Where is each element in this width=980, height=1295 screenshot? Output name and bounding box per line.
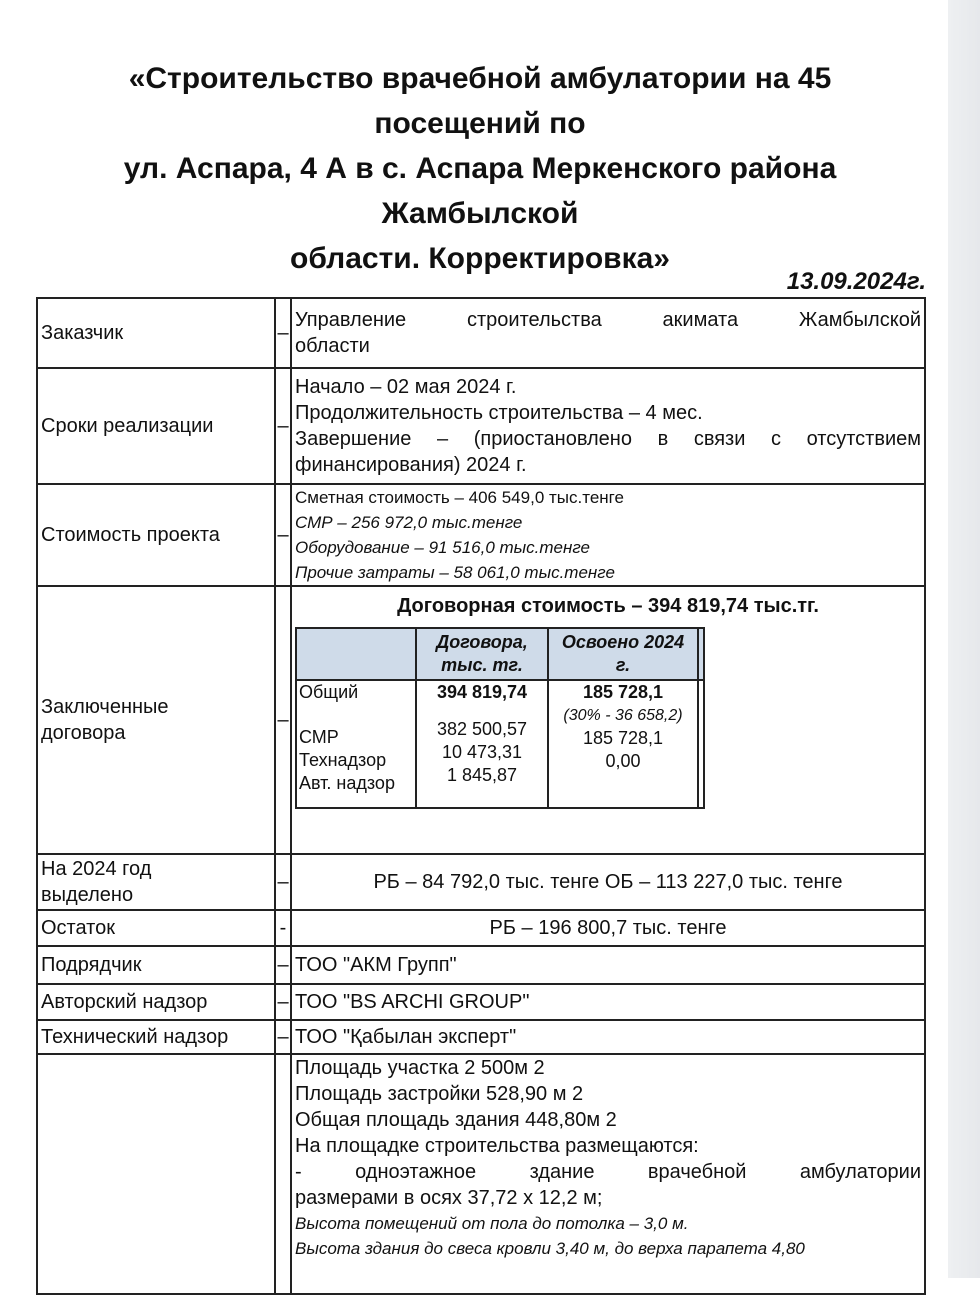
title-line: области. Корректировка» <box>290 242 670 275</box>
areas-line: - одноэтажное здание врачебной амбулатории <box>295 1161 921 1183</box>
value-terms <box>291 368 925 484</box>
row-allocated <box>37 854 925 910</box>
separator: – <box>275 854 291 910</box>
window-edge <box>948 0 980 1278</box>
item-label-tech: Технадзор <box>299 750 387 770</box>
mastered-percent-note: (30% - 36 658,2) <box>563 707 683 724</box>
separator <box>275 1054 291 1294</box>
separator: – <box>275 368 291 484</box>
document-date: 13.09.2024г. <box>786 268 926 295</box>
col-contracts: Договора, тыс. тг. <box>416 628 548 680</box>
row-terms <box>37 368 925 484</box>
value-customer <box>291 298 925 368</box>
areas-line: Площадь застройки 528,90 м 2 <box>295 1083 584 1105</box>
separator: – <box>275 484 291 586</box>
label-cost: Стоимость проекта <box>37 484 275 586</box>
label-remainder: Остаток <box>37 910 275 946</box>
value-total: 394 819,74 <box>436 682 528 702</box>
areas-line: Общая площадь здания 448,80м 2 <box>295 1109 617 1131</box>
row-cost <box>37 484 925 586</box>
row-contractor <box>37 946 925 984</box>
label-areas <box>37 1054 275 1294</box>
value-author: 1 845,87 <box>446 765 518 785</box>
areas-italic-line: Высота здания до свеса кровли 3,40 м, до верха парапета 4,80 <box>295 1239 805 1258</box>
allocated-label-line: выделено <box>41 884 134 906</box>
row-contracts <box>37 586 925 854</box>
value-tech: 10 473,31 <box>441 742 523 762</box>
cost-line: Оборудование – 91 516,0 тыс.тенге <box>295 538 591 557</box>
subtable-mastered-values <box>548 680 698 808</box>
value-contracts <box>291 586 925 854</box>
title-line: ул. Аспара, 4 А в с. Аспара Меркенского района <box>123 152 837 185</box>
label-tech-supervision: Технический надзор <box>37 1020 275 1054</box>
title-line: посещений по <box>374 107 586 140</box>
areas-line: На площадке строительства размещаются: <box>295 1135 699 1157</box>
label-contracts <box>37 586 275 854</box>
separator: - <box>275 910 291 946</box>
subtable-corner <box>296 628 416 680</box>
title-line: «Строительство врачебной амбулатории на 45 <box>128 62 832 95</box>
label-contractor: Подрядчик <box>37 946 275 984</box>
value-author-supervision: ТОО "BS ARCHI GROUP" <box>291 984 925 1020</box>
cost-line: СМР – 256 972,0 тыс.тенге <box>295 513 523 532</box>
separator: – <box>275 946 291 984</box>
customer-line: Управление строительства акимата Жамбылской <box>295 309 921 331</box>
row-customer <box>37 298 925 368</box>
item-label-smr: СМР <box>299 727 339 747</box>
contract-value-heading: Договорная стоимость – 394 819,74 тыс.тг. <box>397 595 819 617</box>
contracts-subtable <box>295 627 705 809</box>
cost-line: Прочие затраты – 58 061,0 тыс.тенге <box>295 563 615 582</box>
title-line: Жамбылской <box>381 197 579 230</box>
item-label-author: Авт. надзор <box>299 773 395 793</box>
row-author-supervision <box>37 984 925 1020</box>
project-info-table <box>36 297 926 1295</box>
label-author-supervision: Авторский надзор <box>37 984 275 1020</box>
col-mastered: Освоено 2024 г. <box>548 628 698 680</box>
subtable-labels <box>296 680 416 808</box>
separator: – <box>275 984 291 1020</box>
separator: – <box>275 586 291 854</box>
label-terms: Сроки реализации <box>37 368 275 484</box>
cost-line: Сметная стоимость – 406 549,0 тыс.тенге <box>295 488 624 507</box>
row-areas <box>37 1054 925 1294</box>
label-allocated <box>37 854 275 910</box>
value-contractor: ТОО "АКМ Групп" <box>291 946 925 984</box>
value-cost <box>291 484 925 586</box>
item-label-total: Общий <box>299 682 359 702</box>
separator: – <box>275 1020 291 1054</box>
terms-line: Начало – 02 мая 2024 г. <box>295 376 517 398</box>
customer-line: области <box>295 335 370 357</box>
row-remainder <box>37 910 925 946</box>
terms-line: финансирования) 2024 г. <box>295 454 527 476</box>
contracts-label-line: договора <box>41 722 126 744</box>
subtable-edge <box>698 628 704 680</box>
terms-line: Продолжительность строительства – 4 мес. <box>295 402 703 424</box>
separator: – <box>275 298 291 368</box>
value-smr: 382 500,57 <box>436 719 528 739</box>
allocated-label-line: На 2024 год <box>41 858 152 880</box>
value-remainder: РБ – 196 800,7 тыс. тенге <box>291 910 925 946</box>
mastered-tech: 0,00 <box>605 751 641 771</box>
value-areas <box>291 1054 925 1294</box>
value-tech-supervision: ТОО "Қабылан эксперт" <box>291 1020 925 1054</box>
row-tech-supervision <box>37 1020 925 1054</box>
areas-line: размерами в осях 37,72 х 12,2 м; <box>295 1187 603 1209</box>
value-allocated: РБ – 84 792,0 тыс. тенге ОБ – 113 227,0 тыс. тенге <box>291 854 925 910</box>
terms-line: Завершение – (приостановлено в связи с отсутствием <box>295 428 921 450</box>
subtable-edge <box>698 680 704 808</box>
areas-italic-line: Высота помещений от пола до потолка – 3,0 м. <box>295 1214 689 1233</box>
contracts-label-line: Заключенные <box>41 696 169 718</box>
document-title <box>30 56 930 281</box>
mastered-smr: 185 728,1 <box>582 728 664 748</box>
mastered-total: 185 728,1 <box>582 682 664 702</box>
label-customer: Заказчик <box>37 298 275 368</box>
subtable-contract-values <box>416 680 548 808</box>
areas-line: Площадь участка 2 500м 2 <box>295 1057 545 1079</box>
